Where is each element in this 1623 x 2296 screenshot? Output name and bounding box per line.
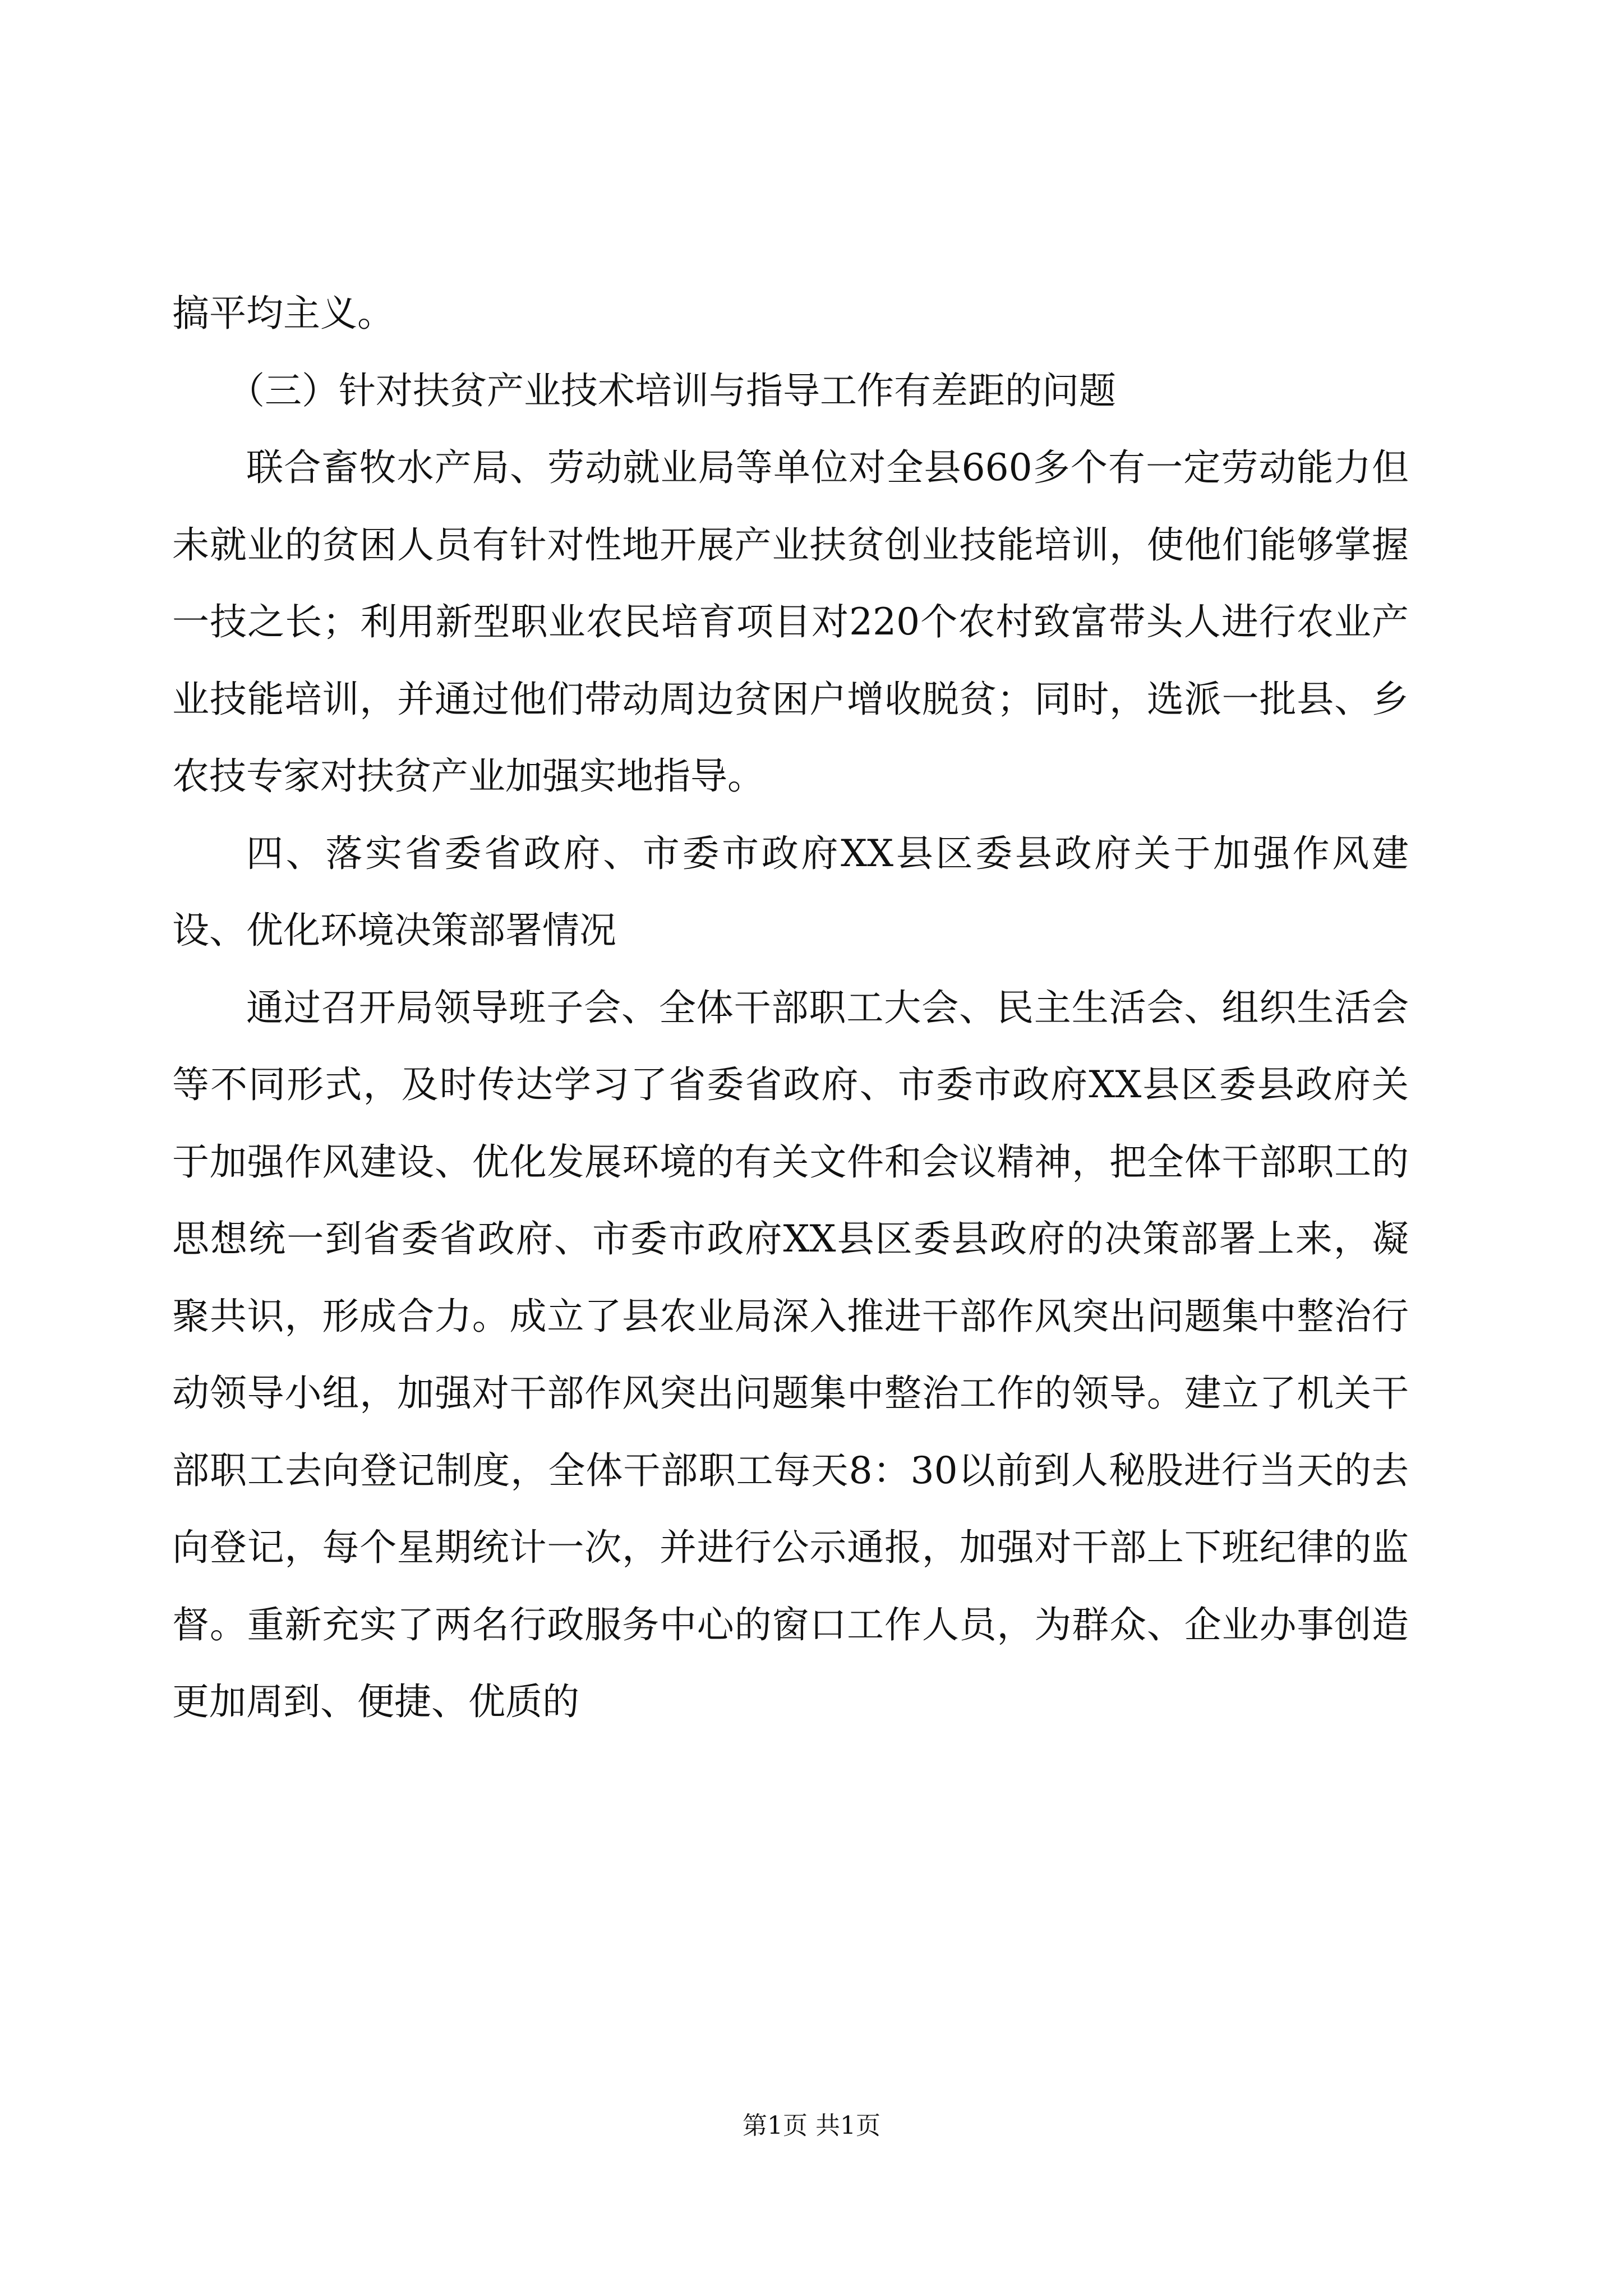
paragraph-work-style: 通过召开局领导班子会、全体干部职工大会、民主生活会、组织生活会等不同形式，及时传达学习了省委省政府、市委市政府XX县区委县政府关于加强作风建设、优化发展环境的有关文件和会议精神，把全体干部职工的思想统一到省委省政府、市委市政府XX县区委县政府的决策部署上来，凝聚共识，形成合力。成立了县农业局深入推进干部作风突出问题集中整治行动领导小组，加强对干部作风突出问题集中整治工作的领导。建立了机关干部职工去向登记制度，全体干部职工每天8：30以前到人秘股进行当天的去向登记，每个星期统计一次，并进行公示通报，加强对干部上下班纪律的监督。重新充实了两名行政服务中心的窗口工作人员，为群众、企业办事创造更加周到、便捷、优质的: [172, 986, 1409, 1723]
paragraph-training: 联合畜牧水产局、劳动就业局等单位对全县660多个有一定劳动能力但未就业的贫困人员有针对性地开展产业扶贫创业技能培训，使他们能够掌握一技之长；利用新型职业农民培育项目对220个农村致富带头人进行农业产业技能培训，并通过他们带动周边贫困户增收脱贫；同时，选派一批县、乡农技专家对扶贫产业加强实地指导。: [172, 446, 1409, 798]
page-number-label: 第1页 共1页: [743, 2111, 880, 2140]
document-body: [172, 275, 1409, 1741]
section-heading-four: 四、落实省委省政府、市委市政府XX县区委县政府关于加强作风建设、优化环境决策部署情况: [172, 831, 1409, 952]
page-footer: [0, 2109, 1623, 2143]
paragraph-continuation: 搞平均主义。: [172, 292, 394, 335]
subheading-three: （三）针对扶贫产业技术培训与指导工作有差距的问题: [228, 369, 1116, 412]
